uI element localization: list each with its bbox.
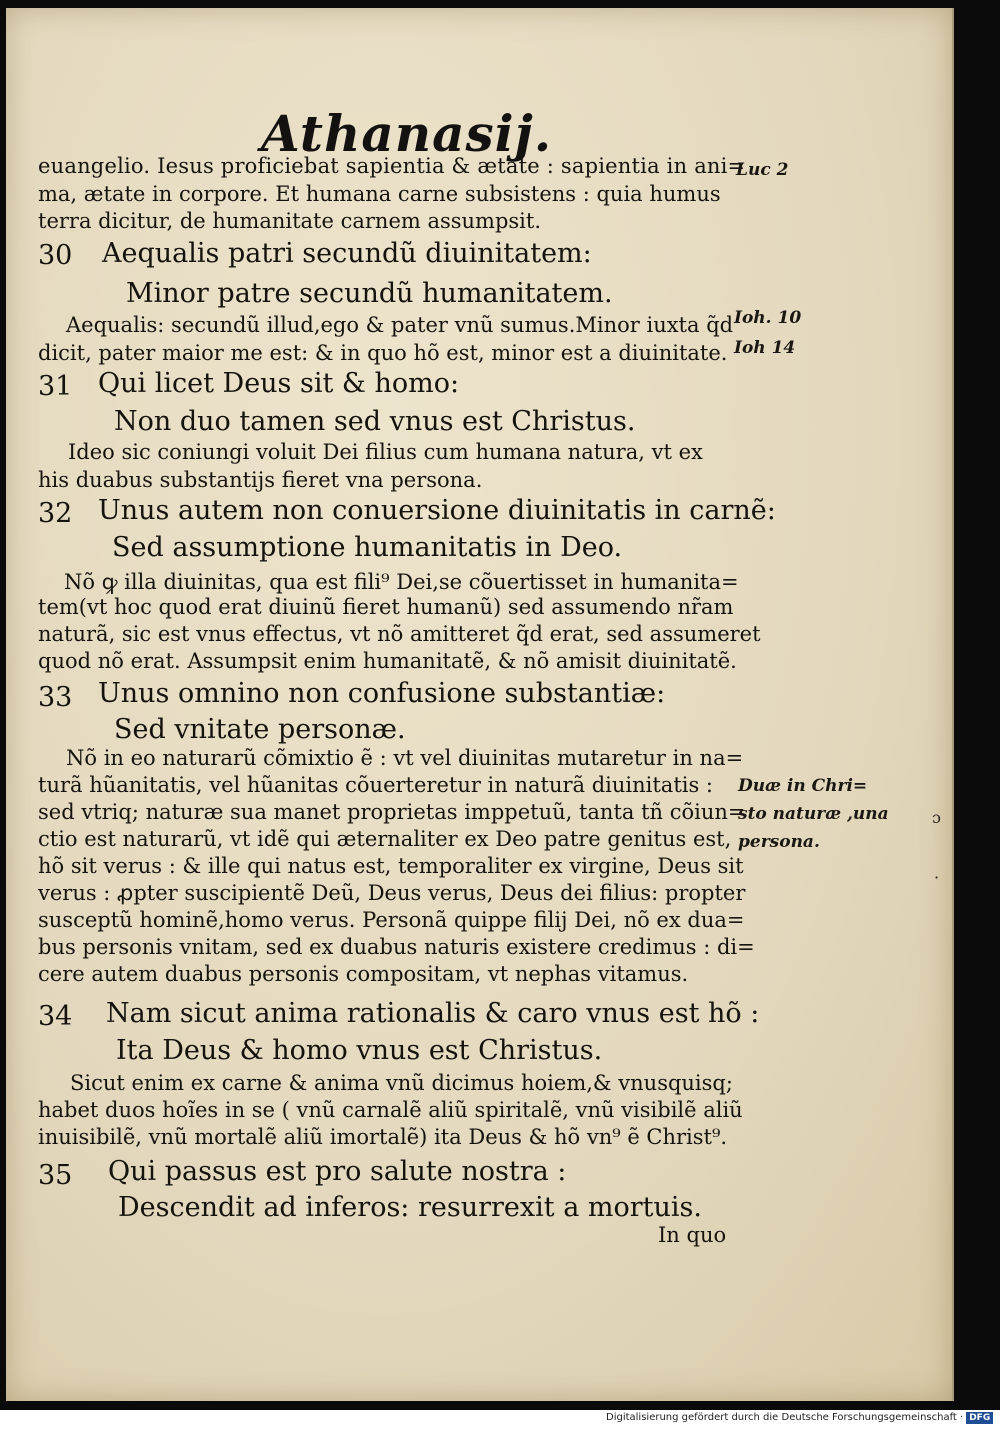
dfg-logo: DFG xyxy=(966,1412,993,1424)
catchword: In quo xyxy=(658,1223,727,1247)
text-line: ma, ætate in corpore. Et humana carne subsistens : quia humus xyxy=(38,182,721,206)
text-line: naturã, sic est vnus effectus, vt nõ amitteret q̃d erat, sed assumeret xyxy=(38,622,761,646)
verse-line: Minor patre secundũ humanitatem. xyxy=(126,278,613,309)
text-line: cere autem duabus personis compositam, vt nephas vitamus. xyxy=(38,962,689,986)
text-line: susceptũ hominẽ,homo verus. Personã quippe filij Dei, nõ ex dua= xyxy=(38,908,745,932)
verse-number: 31 xyxy=(38,371,73,402)
text-line: Nõ ꝙ illa diuinitas, qua est fili⁹ Dei,se cõuertisset in humanita= xyxy=(64,570,739,594)
margin-note: Ioh. 10 xyxy=(734,308,802,328)
verse-line: Sed vnitate personæ. xyxy=(114,714,406,745)
margin-note: Duæ in Chri= xyxy=(738,776,868,796)
text-line: Sicut enim ex carne & anima vnũ dicimus hoiem,& vnusquisq; xyxy=(70,1071,733,1095)
text-line: quod nõ erat. Assumpsit enim humanitatẽ, & nõ amisit diuinitatẽ. xyxy=(38,649,737,673)
text-line: ctio est naturarũ, vt idẽ qui æternaliter ex Deo patre genitus est, xyxy=(38,827,732,851)
verse-line: Unus omnino non confusione substantiæ: xyxy=(98,678,666,709)
margin-note: Ioh 14 xyxy=(734,338,796,358)
text-line: dicit, pater maior me est: & in quo hõ est, minor est a diuinitate. xyxy=(38,341,728,365)
book-page xyxy=(6,8,952,1401)
running-header: Athanasij. xyxy=(261,104,553,163)
ink-speck: · xyxy=(934,868,940,887)
margin-note: persona. xyxy=(738,832,820,852)
verse-number: 35 xyxy=(38,1160,73,1191)
verse-line: Qui licet Deus sit & homo: xyxy=(98,368,460,399)
verse-line: Sed assumptione humanitatis in Deo. xyxy=(112,532,623,563)
text-line: verus : ꝓpter suscipientẽ Deũ, Deus verus, Deus dei filius: propter xyxy=(38,881,746,905)
verse-line: Ita Deus & homo vnus est Christus. xyxy=(116,1035,603,1066)
margin-note: Luc 2 xyxy=(736,160,789,180)
verse-line: Unus autem non conuersione diuinitatis in carnẽ: xyxy=(98,495,776,526)
text-line: bus personis vnitam, sed ex duabus naturis existere credimus : di= xyxy=(38,935,755,959)
verse-line: Aequalis patri secundũ diuinitatem: xyxy=(102,238,592,269)
verse-number: 32 xyxy=(38,498,73,529)
text-line: his duabus substantijs fieret vna persona. xyxy=(38,468,483,492)
text-line: habet duos hoĩes in se ( vnũ carnalẽ aliũ spiritalẽ, vnũ visibilẽ aliũ xyxy=(38,1098,743,1122)
verse-number: 30 xyxy=(38,240,73,271)
verse-number: 34 xyxy=(38,1001,73,1032)
footer-credit xyxy=(606,1412,993,1424)
margin-note: sto naturæ ,una xyxy=(738,804,889,824)
text-line: Aequalis: secundũ illud,ego & pater vnũ sumus.Minor iuxta q̃d xyxy=(66,313,734,337)
verse-line: Non duo tamen sed vnus est Christus. xyxy=(114,406,636,437)
text-line: turã hũanitatis, vel hũanitas cõuerteretur in naturã diuinitatis : xyxy=(38,773,714,797)
ink-speck: ɔ xyxy=(932,808,941,827)
text-line: inuisibilẽ, vnũ mortalẽ aliũ imortalẽ) ita Deus & hõ vn⁹ ẽ Christ⁹. xyxy=(38,1125,728,1149)
text-line: terra dicitur, de humanitate carnem assumpsit. xyxy=(38,209,542,233)
text-line: hõ sit verus : & ille qui natus est, temporaliter ex virgine, Deus sit xyxy=(38,854,744,878)
verse-number: 33 xyxy=(38,682,73,713)
verse-line: Descendit ad inferos: resurrexit a mortuis. xyxy=(118,1192,702,1223)
text-line: euangelio. Iesus proficiebat sapientia & ætate : sapientia in ani= xyxy=(38,154,746,178)
text-line: sed vtriq; naturæ sua manet proprietas imppetuũ, tanta tñ cõiun= xyxy=(38,800,746,824)
text-line: tem(vt hoc quod erat diuinũ fieret humanũ) sed assumendo nr̃am xyxy=(38,595,734,619)
verse-line: Nam sicut anima rationalis & caro vnus est hõ : xyxy=(106,998,760,1029)
footer-text: Digitalisierung gefördert durch die Deutsche Forschungsgemeinschaft · xyxy=(606,1412,964,1423)
text-line: Nõ in eo naturarũ cõmixtio ẽ : vt vel diuinitas mutaretur in na= xyxy=(66,746,744,770)
verse-line: Qui passus est pro salute nostra : xyxy=(108,1156,567,1187)
text-line: Ideo sic coniungi voluit Dei filius cum humana natura, vt ex xyxy=(68,440,703,464)
